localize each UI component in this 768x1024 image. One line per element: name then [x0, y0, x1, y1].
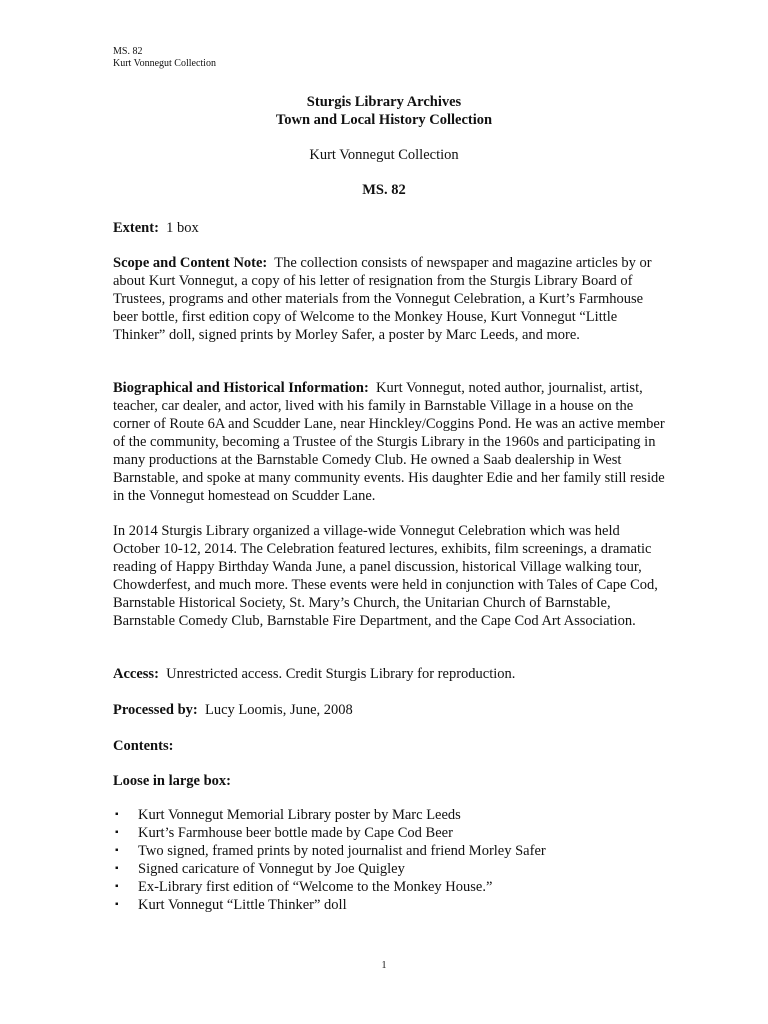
- access-section: [113, 665, 665, 683]
- celebration-paragraph: In 2014 Sturgis Library organized a village-wide Vonnegut Celebration which was held October 10-12, 2014. The Celebration featured lectures, exhibits, film screenings, a dramatic reading of Happy Birthday Wanda June, a panel discussion, historical Village walking tour, Chowderfest, and much more. These events were held in conjunction with Tales of Cape Cod, Barnstable Historical Society, St. Mary’s Church, the Unitarian Church of Barnstable, Barnstable Comedy Club, Barnstable Fire Department, and the Cape Cod Art Association.: [113, 523, 658, 629]
- collection-subtitle: Town and Local History Collection: [275, 112, 493, 128]
- header-collection: Kurt Vonnegut Collection: [113, 58, 216, 69]
- access-label: Access:: [113, 666, 159, 682]
- scope-label: Scope and Content Note:: [113, 255, 268, 271]
- page-number: 1: [381, 960, 387, 971]
- bullet-icon: ▪: [115, 827, 119, 838]
- processed-label: Processed by:: [113, 702, 198, 718]
- contents-heading: Contents:: [113, 738, 174, 754]
- extent-section: [113, 219, 665, 237]
- bullet-icon: ▪: [115, 899, 119, 910]
- contents-list: [113, 806, 546, 914]
- list-item: ▪ Kurt Vonnegut Memorial Library poster by Marc Leeds: [115, 807, 461, 823]
- extent-label: Extent:: [113, 220, 159, 236]
- scope-text: The collection consists of newspaper and magazine articles by or about Kurt Vonnegut, a copy of his letter of resignation from the Sturgis Library Board of Trustees, programs and other materials from the Vonnegut Celebration, a Kurt’s Farmhouse beer bottle, first edition copy of Welcome to the Monkey House, Kurt Vonnegut “Little Thinker” doll, signed prints by Morley Safer, a poster by Marc Leeds, and more.: [113, 255, 652, 343]
- bullet-icon: ▪: [115, 809, 119, 820]
- bio-label: Biographical and Historical Information:: [113, 380, 369, 396]
- scope-section: [113, 254, 665, 344]
- running-header: [113, 46, 216, 70]
- processed-section: [113, 701, 665, 719]
- bullet-icon: ▪: [115, 863, 119, 874]
- bio-section: [113, 379, 665, 505]
- list-item: ▪ Kurt’s Farmhouse beer bottle made by Cape Cod Beer: [115, 825, 453, 841]
- extent-value: 1 box: [166, 220, 199, 236]
- bullet-icon: ▪: [115, 845, 119, 856]
- collection-name: Kurt Vonnegut Collection: [309, 147, 459, 163]
- access-value: Unrestricted access. Credit Sturgis Library for reproduction.: [166, 666, 516, 682]
- list-item: ▪ Kurt Vonnegut “Little Thinker” doll: [115, 897, 347, 913]
- list-item: ▪ Ex-Library first edition of “Welcome to the Monkey House.”: [115, 879, 493, 895]
- bio-text: Kurt Vonnegut, noted author, journalist, artist, teacher, car dealer, and actor, lived with his family in Barnstable Village in a house on the corner of Route 6A and Scudder Lane, near Hinckley/Coggins Pond. He was an active member of the community, becoming a Trustee of the Sturgis Library in the 1960s and participating in many productions at the Barnstable Comedy Club. He owned a Saab dealership in West Barnstable, and spoke at many community events. His daughter Edie and her family still reside in the Vonnegut homestead on Scudder Lane.: [113, 380, 665, 504]
- bullet-icon: ▪: [115, 881, 119, 892]
- archive-title: Sturgis Library Archives: [306, 94, 462, 110]
- header-ms-number: MS. 82: [113, 46, 143, 57]
- list-item: ▪ Signed caricature of Vonnegut by Joe Quigley: [115, 861, 405, 877]
- processed-value: Lucy Loomis, June, 2008: [204, 702, 353, 718]
- list-item: ▪ Two signed, framed prints by noted journalist and friend Morley Safer: [115, 843, 546, 859]
- loose-box-heading: Loose in large box:: [113, 773, 232, 789]
- ms-heading: MS. 82: [362, 182, 406, 198]
